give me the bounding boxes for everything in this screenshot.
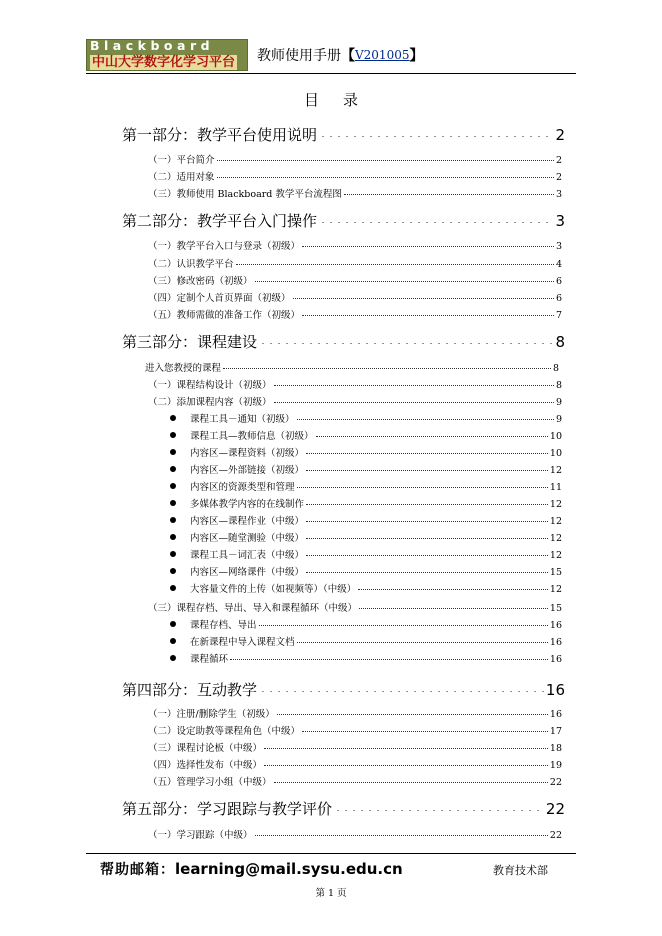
- toc-entry-page: 8: [552, 363, 559, 374]
- toc-sub-entry[interactable]: [148, 600, 562, 614]
- toc-bullet-entry[interactable]: [190, 513, 562, 527]
- toc-entry-label: （二）设定助教等课程角色（中级）: [148, 726, 301, 737]
- document-title: [257, 45, 423, 65]
- toc-entry-page: 10: [549, 448, 562, 459]
- toc-leader-dots: [217, 177, 554, 178]
- bullet-icon: [170, 655, 176, 661]
- toc-entry-label: （一）课程结构设计（初级）: [148, 380, 272, 391]
- toc-entry-label: （二）适用对象: [148, 172, 215, 183]
- toc-leader-dots: [255, 281, 554, 282]
- toc-entry-page: 7: [555, 310, 562, 321]
- toc-entry-page: 12: [549, 550, 562, 561]
- toc-entry-label: （三）课程讨论板（中级）: [148, 743, 263, 754]
- toc-entry-label: （五）教师需做的准备工作（初级）: [148, 310, 301, 321]
- toc-bullet-entry[interactable]: [190, 411, 562, 425]
- help-email-address[interactable]: learning@mail.sysu.edu.cn: [175, 860, 403, 878]
- toc-sub-entry[interactable]: [145, 360, 559, 374]
- department-name: 教育技术部: [493, 864, 548, 877]
- bullet-icon: [170, 500, 176, 506]
- toc-sub-entry[interactable]: [148, 307, 562, 321]
- toc-entry-label: 第四部分：互动教学: [122, 681, 258, 699]
- toc-entry-label: 第一部分：教学平台使用说明: [122, 126, 318, 144]
- toc-entry-label: （四）选择性发布（中级）: [148, 760, 263, 771]
- bracket-open: 【: [341, 48, 355, 64]
- toc-part-entry[interactable]: [122, 331, 565, 351]
- toc-bullet-entry[interactable]: [190, 547, 562, 561]
- toc-leader-dots: [344, 194, 554, 195]
- toc-leader-dots: [277, 714, 548, 715]
- toc-leader-dots: [358, 589, 548, 590]
- toc-entry-page: 6: [555, 276, 562, 287]
- toc-entry-page: 22: [545, 800, 565, 818]
- toc-entry-label: 多媒体教学内容的在线制作: [190, 499, 305, 510]
- toc-entry-page: 17: [549, 726, 562, 737]
- toc-leader-dots: [359, 608, 548, 609]
- toc-bullet-entry[interactable]: [190, 428, 562, 442]
- toc-entry-page: 11: [549, 482, 562, 493]
- toc-leader-dots: [293, 298, 554, 299]
- logo-bottom-text: 中山大学数字化学习平台: [92, 54, 236, 70]
- toc-bullet-entry[interactable]: [190, 581, 562, 595]
- toc-entry-page: 2: [555, 126, 565, 144]
- toc-entry-page: 10: [549, 431, 562, 442]
- toc-entry-page: 16: [549, 709, 562, 720]
- toc-entry-label: 第五部分：学习跟踪与教学评价: [122, 800, 333, 818]
- page-footer: [100, 859, 560, 879]
- toc-part-entry[interactable]: [122, 124, 565, 144]
- help-email-label: 帮助邮箱：: [100, 862, 175, 878]
- bullet-icon: [170, 585, 176, 591]
- toc-leader-dots: [306, 470, 548, 471]
- toc-entry-label: 在新课程中导入课程文档: [190, 637, 295, 648]
- toc-bullet-entry[interactable]: [190, 496, 562, 510]
- toc-entry-label: （二）认识教学平台: [148, 259, 234, 270]
- toc-leader-dots: [274, 782, 548, 783]
- toc-entry-page: 22: [549, 830, 562, 841]
- toc-title-char: 录: [343, 91, 359, 109]
- toc-bullet-entry[interactable]: [190, 530, 562, 544]
- toc-leader-dots: [306, 453, 548, 454]
- toc-entry-page: 18: [549, 743, 562, 754]
- toc-entry-label: （三）修改密码（初级）: [148, 276, 253, 287]
- toc-entry-label: 内容区—课程资料（初级）: [190, 448, 305, 459]
- toc-sub-entry[interactable]: [148, 152, 562, 166]
- toc-leader-dots: [334, 810, 544, 811]
- toc-entry-label: （二）添加课程内容（初级）: [148, 397, 272, 408]
- bracket-close: 】: [409, 48, 424, 64]
- bullet-icon: [170, 466, 176, 472]
- toc-entry-label: （一）教学平台入口与登录（初级）: [148, 241, 301, 252]
- toc-bullet-entry[interactable]: [190, 564, 562, 578]
- bullet-icon: [170, 449, 176, 455]
- toc-entry-label: 进入您教授的课程: [145, 363, 222, 374]
- page-header: [86, 38, 423, 72]
- toc-sub-entry[interactable]: [148, 757, 562, 771]
- toc-entry-page: 15: [549, 603, 562, 614]
- toc-leader-dots: [319, 222, 553, 223]
- toc-entry-label: （三）教师使用 Blackboard 教学平台流程图: [148, 189, 342, 200]
- toc-part-entry[interactable]: [122, 679, 565, 699]
- toc-leader-dots: [306, 538, 548, 539]
- toc-sub-entry[interactable]: [148, 186, 562, 200]
- toc-entry-page: 6: [555, 293, 562, 304]
- toc-title: [0, 89, 662, 110]
- toc-leader-dots: [223, 368, 551, 369]
- toc-sub-entry[interactable]: [148, 169, 562, 183]
- toc-leader-dots: [302, 315, 554, 316]
- toc-entry-page: 19: [549, 760, 562, 771]
- toc-entry-label: 第三部分：课程建设: [122, 333, 258, 351]
- toc-entry-label: 课程循环: [190, 654, 229, 665]
- toc-entry-label: 课程工具－通知（初级）: [190, 414, 295, 425]
- toc-leader-dots: [217, 160, 554, 161]
- toc-sub-entry[interactable]: [148, 238, 562, 252]
- toc-leader-dots: [306, 572, 548, 573]
- toc-leader-dots: [316, 436, 548, 437]
- toc-entry-label: 课程工具－词汇表（中级）: [190, 550, 305, 561]
- toc-entry-label: 内容区—网络课件（中级）: [190, 567, 305, 578]
- bullet-icon: [170, 483, 176, 489]
- toc-leader-dots: [297, 487, 548, 488]
- bullet-icon: [170, 638, 176, 644]
- bullet-icon: [170, 568, 176, 574]
- toc-leader-dots: [274, 385, 554, 386]
- toc-entry-label: （五）管理学习小组（中级）: [148, 777, 272, 788]
- toc-sub-entry[interactable]: [148, 774, 562, 788]
- blackboard-logo: [86, 39, 248, 71]
- toc-leader-dots: [264, 765, 548, 766]
- toc-entry-page: 12: [549, 533, 562, 544]
- bullet-icon: [170, 432, 176, 438]
- toc-leader-dots: [259, 691, 544, 692]
- toc-entry-page: 3: [555, 241, 562, 252]
- toc-part-entry[interactable]: [122, 798, 565, 818]
- toc-leader-dots: [319, 136, 553, 137]
- toc-leader-dots: [255, 835, 548, 836]
- toc-sub-entry[interactable]: [148, 706, 562, 720]
- logo-top-text: Blackboard: [90, 38, 215, 54]
- toc-entry-page: 12: [549, 499, 562, 510]
- toc-bullet-entry[interactable]: [190, 462, 562, 476]
- toc-entry-label: （四）定制个人首页界面（初级）: [148, 293, 291, 304]
- toc-sub-entry[interactable]: [148, 394, 562, 408]
- toc-entry-page: 8: [555, 380, 562, 391]
- toc-entry-page: 4: [555, 259, 562, 270]
- toc-entry-page: 2: [555, 155, 562, 166]
- toc-leader-dots: [274, 402, 554, 403]
- toc-sub-entry[interactable]: [148, 256, 562, 270]
- toc-entry-label: 内容区的资源类型和管理: [190, 482, 295, 493]
- toc-leader-dots: [236, 264, 554, 265]
- toc-entry-page: 22: [549, 777, 562, 788]
- toc-entry-page: 9: [555, 397, 562, 408]
- toc-entry-label: 内容区—课程作业（中级）: [190, 516, 305, 527]
- toc-bullet-entry[interactable]: [190, 479, 562, 493]
- toc-leader-dots: [264, 748, 548, 749]
- version-number: V201005: [355, 48, 410, 62]
- toc-entry-label: （一）平台简介: [148, 155, 215, 166]
- toc-sub-entry[interactable]: [148, 273, 562, 287]
- toc-entry-label: 第二部分：教学平台入门操作: [122, 212, 318, 230]
- toc-sub-entry[interactable]: [148, 377, 562, 391]
- toc-leader-dots: [259, 343, 553, 344]
- header-divider: [86, 73, 576, 74]
- toc-entry-page: 15: [549, 567, 562, 578]
- toc-bullet-entry[interactable]: [190, 617, 562, 631]
- toc-entry-page: 9: [555, 414, 562, 425]
- toc-entry-page: 16: [545, 681, 565, 699]
- toc-entry-page: 16: [549, 654, 562, 665]
- bullet-icon: [170, 551, 176, 557]
- toc-entry-page: 8: [555, 333, 565, 351]
- bullet-icon: [170, 415, 176, 421]
- toc-bullet-entry[interactable]: [190, 634, 562, 648]
- toc-leader-dots: [306, 521, 548, 522]
- toc-entry-page: 12: [549, 516, 562, 527]
- toc-bullet-entry[interactable]: [190, 651, 562, 665]
- toc-sub-entry[interactable]: [148, 290, 562, 304]
- bullet-icon: [170, 621, 176, 627]
- toc-entry-label: 课程工具—教师信息（初级）: [190, 431, 314, 442]
- toc-sub-entry[interactable]: [148, 827, 562, 841]
- toc-leader-dots: [297, 642, 548, 643]
- toc-sub-entry[interactable]: [148, 723, 562, 737]
- toc-entry-page: 12: [549, 465, 562, 476]
- toc-entry-page: 3: [555, 189, 562, 200]
- toc-leader-dots: [306, 504, 548, 505]
- toc-entry-page: 16: [549, 637, 562, 648]
- toc-leader-dots: [302, 246, 554, 247]
- document-title-text: 教师使用手册: [257, 48, 341, 64]
- toc-sub-entry[interactable]: [148, 740, 562, 754]
- toc-entry-label: 内容区—外部链接（初级）: [190, 465, 305, 476]
- toc-entry-page: 2: [555, 172, 562, 183]
- toc-entry-page: 3: [555, 212, 565, 230]
- toc-entry-label: 大容量文件的上传（如视频等）（中级）: [190, 584, 357, 595]
- toc-leader-dots: [230, 659, 548, 660]
- toc-leader-dots: [297, 419, 554, 420]
- toc-entry-label: 内容区—随堂测验（中级）: [190, 533, 305, 544]
- page-number: 第 1 页: [315, 888, 347, 899]
- toc-part-entry[interactable]: [122, 210, 565, 230]
- toc-entry-label: （一）注册/删除学生（初级）: [148, 709, 275, 720]
- bullet-icon: [170, 534, 176, 540]
- footer-divider: [86, 853, 576, 854]
- toc-entry-label: （一）学习跟踪（中级）: [148, 830, 253, 841]
- toc-entry-label: （三）课程存档、导出、导入和课程循环（中级）: [148, 603, 358, 614]
- toc-leader-dots: [302, 731, 548, 732]
- toc-entry-page: 12: [549, 584, 562, 595]
- toc-entry-label: 课程存档、导出: [190, 620, 257, 631]
- toc-title-char: 目: [303, 91, 319, 109]
- bullet-icon: [170, 517, 176, 523]
- toc-entry-page: 16: [549, 620, 562, 631]
- toc-leader-dots: [259, 625, 548, 626]
- toc-bullet-entry[interactable]: [190, 445, 562, 459]
- toc-leader-dots: [306, 555, 548, 556]
